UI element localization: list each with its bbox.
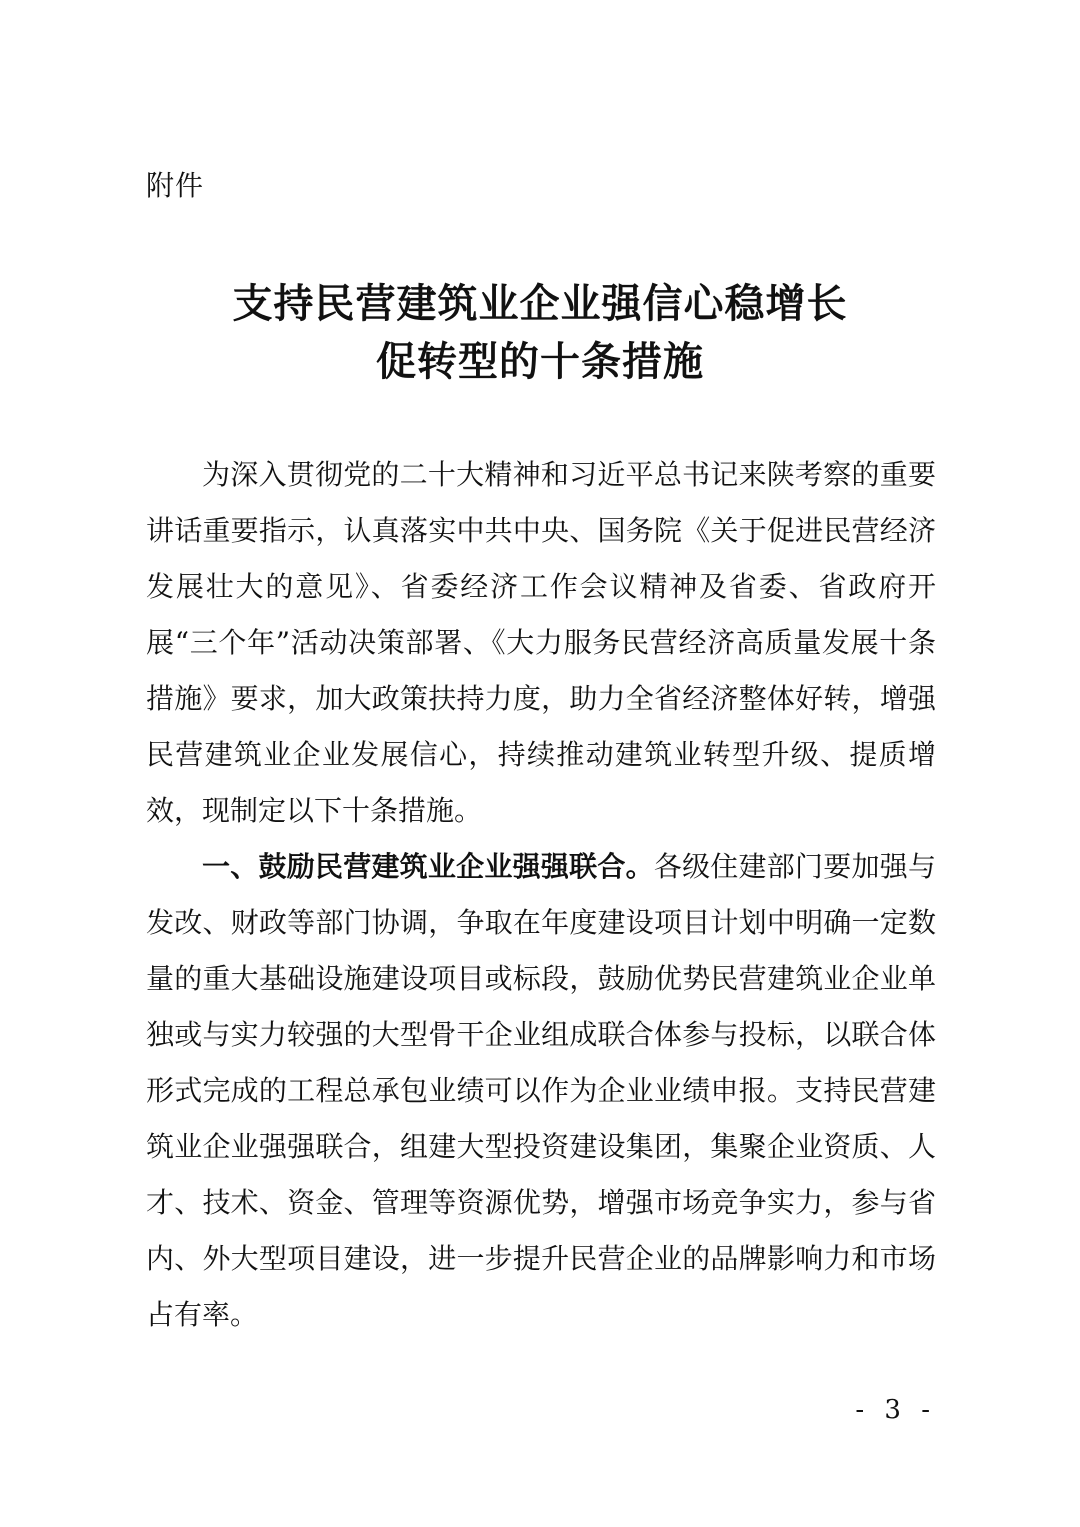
measure-1-paragraph bbox=[146, 839, 936, 1343]
document-body bbox=[146, 447, 936, 1343]
attachment-label: 附件 bbox=[146, 169, 205, 202]
intro-paragraph: 为深入贯彻党的二十大精神和习近平总书记来陕考察的重要讲话重要指示，认真落实中共中央、国务院《关于促进民营经济发展壮大的意见》、省委经济工作会议精神及省委、省政府开展“三个年”活动决策部署、《大力服务民营经济高质量发展十条措施》要求，加大政策扶持力度，助力全省经济整体好转，增强民营建筑业企业发展信心，持续推动建筑业转型升级、提质增效，现制定以下十条措施。 bbox=[146, 458, 936, 827]
measure-1-body: 各级住建部门要加强与发改、财政等部门协调，争取在年度建设项目计划中明确一定数量的重大基础设施建设项目或标段，鼓励优势民营建筑业企业单独或与实力较强的大型骨干企业组成联合体参与投标，以联合体形式完成的工程总承包业绩可以作为企业业绩申报。支持民营建筑业企业强强联合，组建大型投资建设集团，集聚企业资质、人才、技术、资金、管理等资源优势，增强市场竞争实力，参与省内、外大型项目建设，进一步提升民营企业的品牌影响力和市场占有率。 bbox=[146, 850, 936, 1331]
document-title bbox=[0, 275, 1080, 391]
page-number: - 3 - bbox=[855, 1395, 936, 1425]
title-line-1: 支持民营建筑业企业强信心稳增长 bbox=[232, 280, 848, 327]
measure-1-heading: 一、鼓励民营建筑业企业强强联合。 bbox=[202, 850, 654, 883]
title-line-2: 促转型的十条措施 bbox=[376, 338, 704, 385]
